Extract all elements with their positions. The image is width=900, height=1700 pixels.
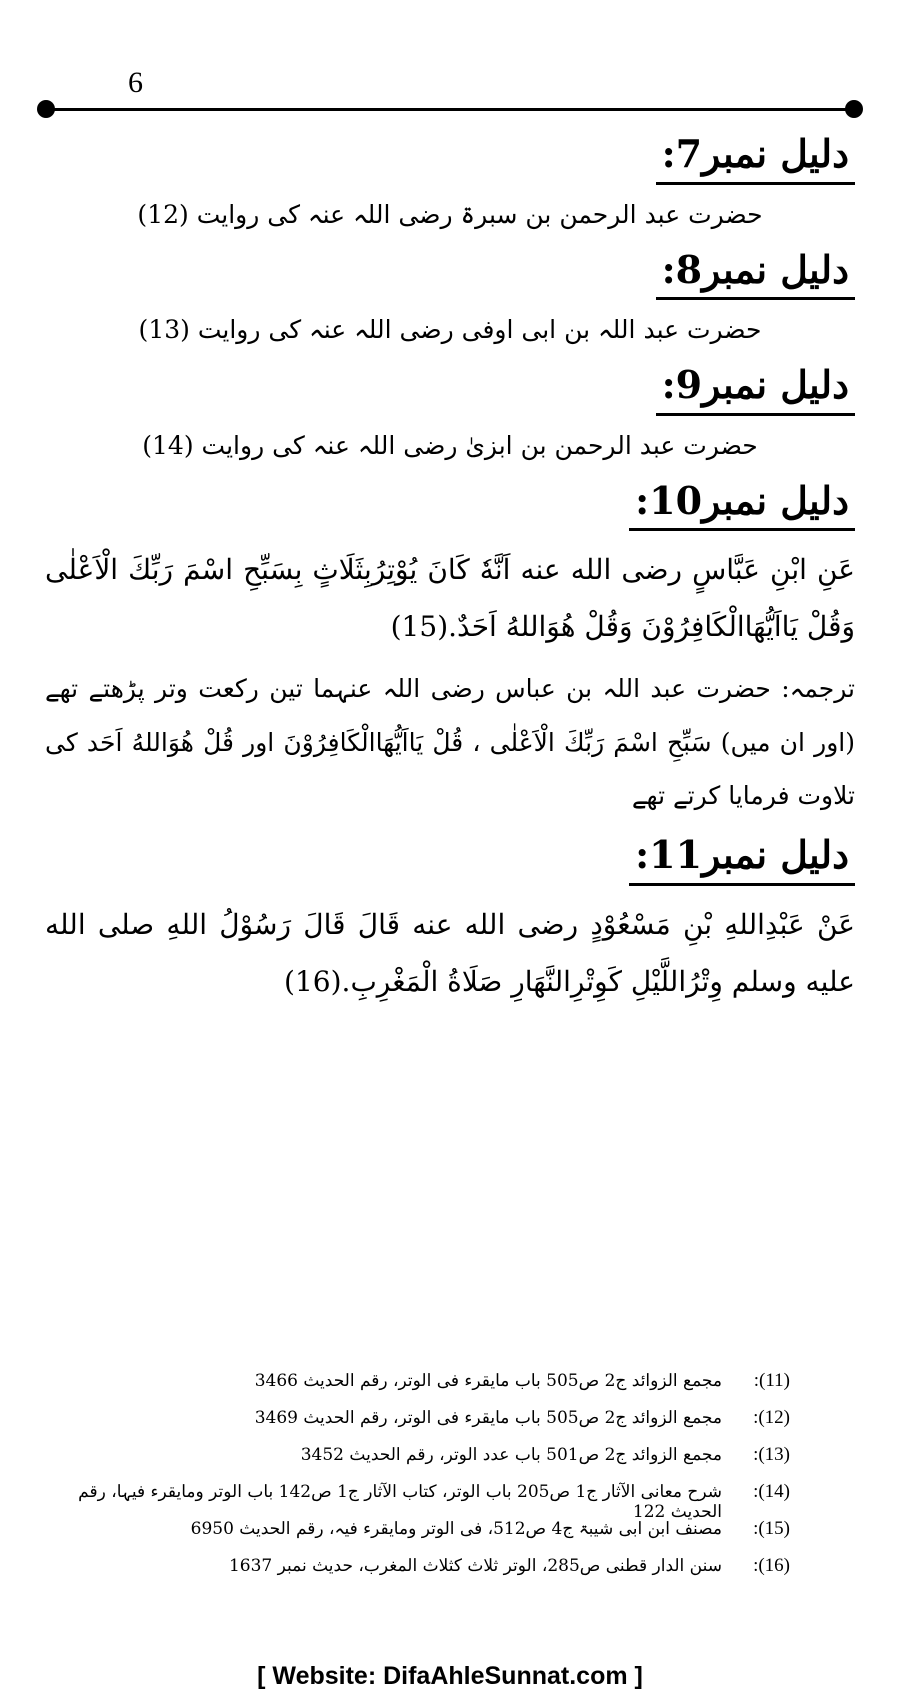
footnote-number: (15): (753, 1518, 790, 1539)
evidence-11-arabic: عَنْ عَبْدِاللهِ بْنِ مَسْعُوْدٍ رضی الله عنه قَالَ قَالَ رَسُوْلُ اللهِ صلی الله علیه وسلم وِتْرُاللَّيْلِ كَوِتْرِالنَّهَارِ صَلَاةُ الْمَغْرِبِ.(16) (45, 907, 855, 998)
evidence-10-heading-wrap (45, 477, 855, 532)
footnote-text: مصنف ابن ابی شیبۃ ج4 ص512، فی الوتر ومایقرء فیہ، رقم الحدیث 6950 (190, 1519, 722, 1539)
footnote-number: (12): (753, 1407, 790, 1428)
header-dot-right (845, 100, 863, 118)
footnote-13 (70, 1444, 790, 1481)
evidence-9-heading-wrap (45, 361, 855, 416)
evidence-7-heading: دلیل نمبر7: (656, 130, 855, 185)
page-number: 6 (128, 66, 143, 99)
footnote-number: (13): (753, 1444, 790, 1465)
evidence-10-heading: دلیل نمبر10: (629, 477, 855, 532)
website-link[interactable]: [ Website: DifaAhleSunnat.com ] (257, 1662, 643, 1690)
footnote-number: (11): (753, 1370, 790, 1391)
footnote-16 (70, 1555, 790, 1592)
evidence-8-text: حضرت عبد اللہ بن ابی اوفی رضی اللہ عنہ کی روایت (13) (138, 315, 762, 344)
evidence-8-heading: دلیل نمبر8: (656, 246, 855, 301)
main-content (45, 130, 855, 1016)
evidence-11-heading: دلیل نمبر11: (629, 831, 855, 886)
footnote-15 (70, 1518, 790, 1555)
footnote-11 (70, 1370, 790, 1407)
evidence-10-arabic: عَنِ ابْنِ عَبَّاسٍ رضی الله عنه اَنَّهٗ كَانَ يُوْتِرُبِثَلَاثٍ بِسَبِّحِ اسْمَ رَبِّكَ الْاَعْلٰى وَقُلْ يَااَيُّهَاالْكَافِرُوْنَ وَقُلْ هُوَاللهُ اَحَدٌ.(15) (45, 553, 855, 644)
header-rule (45, 108, 855, 111)
footnote-text: مجمع الزوائد ج2 ص505 باب مایقرء فی الوتر، رقم الحدیث 3466 (254, 1371, 722, 1391)
evidence-8-heading-wrap (45, 246, 855, 301)
evidence-7-heading-wrap (45, 130, 855, 185)
evidence-9-heading: دلیل نمبر9: (656, 361, 855, 416)
footnotes (70, 1370, 790, 1592)
footnote-12 (70, 1407, 790, 1444)
footnote-text: سنن الدار قطنی ص285، الوتر ثلاث کثلاث المغرب، حدیث نمبر 1637 (228, 1556, 722, 1576)
evidence-7-text: حضرت عبد الرحمن بن سبرۃ رضی اللہ عنہ کی روایت (12) (137, 199, 763, 229)
evidence-11-heading-wrap (45, 831, 855, 886)
evidence-9-text: حضرت عبد الرحمن بن ابزیٰ رضی اللہ عنہ کی روایت (14) (142, 430, 758, 460)
footnote-text: شرح معانی الآثار ج1 ص205 باب الوتر، کتاب الآثار ج1 ص142 باب الوتر ومایقرء فیہا، رقم الحدیث 122 (78, 1482, 722, 1522)
footnote-text: مجمع الزوائد ج2 ص505 باب مایقرء فی الوتر، رقم الحدیث 3469 (254, 1408, 722, 1428)
footnote-number: (16): (753, 1555, 790, 1576)
footnote-text: مجمع الزوائد ج2 ص501 باب عدد الوتر، رقم الحدیث 3452 (300, 1445, 722, 1465)
footnote-14 (70, 1481, 790, 1522)
footnote-number: (14): (753, 1481, 790, 1502)
evidence-10-translation: ترجمہ: حضرت عبد اللہ بن عباس رضی اللہ عنہما تین رکعت وتر پڑھتے تھے (اور ان میں) سَبِّحِ اسْمَ رَبِّكَ الْاَعْلٰى ، قُلْ يَااَيُّهَاالْكَافِرُوْنَ اور قُلْ هُوَاللهُ اَحَد کی تلاوت فرمایا کرتے تھے (45, 673, 855, 811)
